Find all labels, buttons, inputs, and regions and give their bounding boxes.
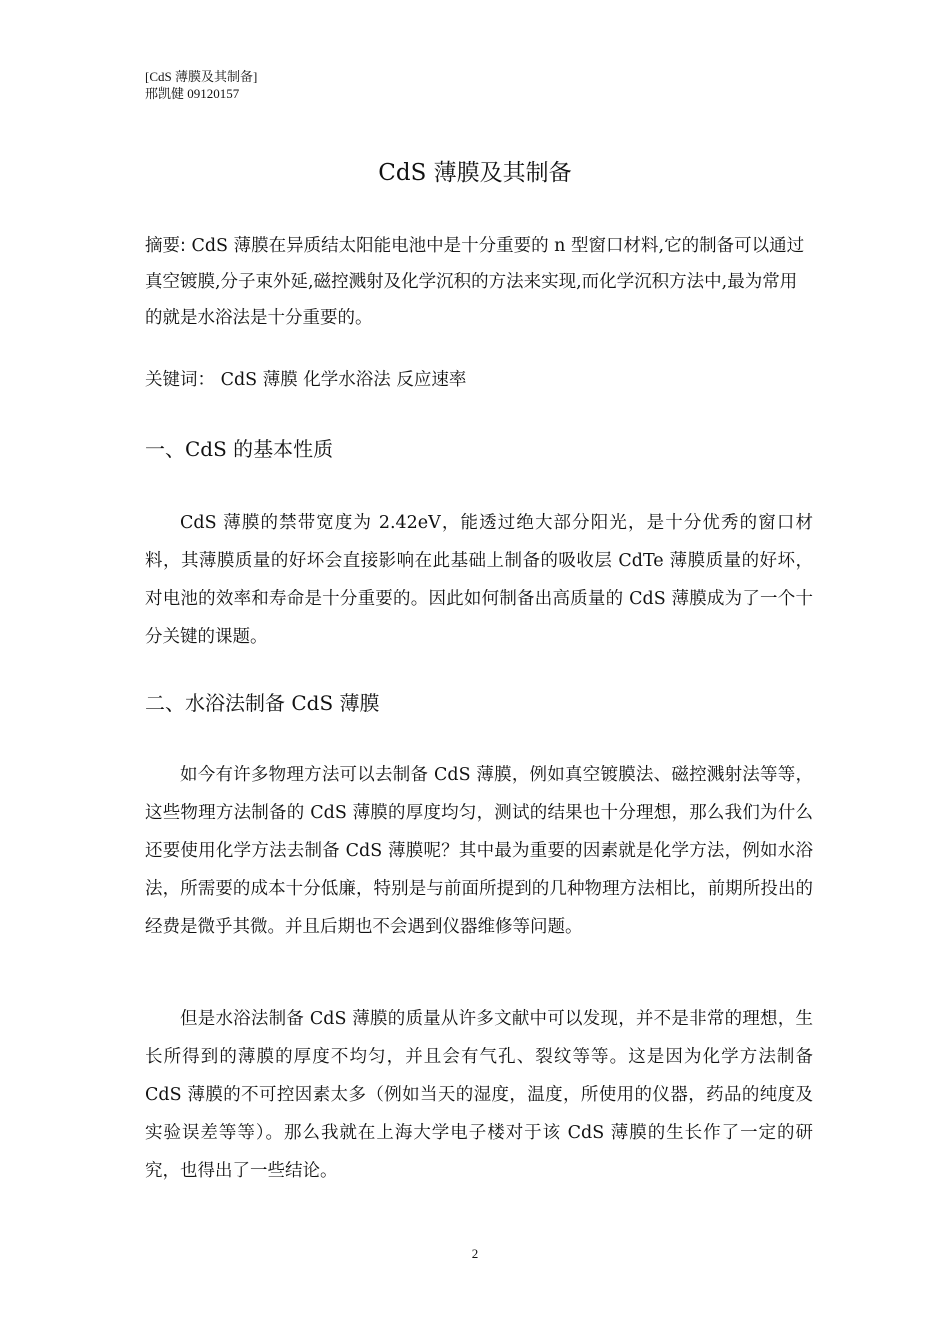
abstract bbox=[145, 228, 813, 336]
keywords-text: CdS 薄膜 化学水浴法 反应速率 bbox=[215, 370, 467, 390]
keywords-label: 关键词： bbox=[145, 370, 215, 390]
section-2-paragraph-2: 但是水浴法制备 CdS 薄膜的质量从许多文献中可以发现，并不是非常的理想，生长所得到的薄膜的厚度不均匀，并且会有气孔、裂纹等等。这是因为化学方法制备 CdS 薄膜的不可控因素太多（例如当天的湿度，温度，所使用的仪器，药品的纯度及实验误差等等）。那么我就在上海大学电子楼对于该 CdS 薄膜的生长作了一定的研究，也得出了一些结论。 bbox=[145, 1009, 813, 1181]
section-1-paragraph-1: CdS 薄膜的禁带宽度为 2.42eV，能透过绝大部分阳光，是十分优秀的窗口材料，其薄膜质量的好坏会直接影响在此基础上制备的吸收层 CdTe 薄膜质量的好坏，对电池的效率和寿命是十分重要的。因此如何制备出高质量的 CdS 薄膜成为了一个十分关键的课题。 bbox=[145, 513, 813, 647]
keywords bbox=[145, 362, 813, 398]
running-header bbox=[145, 68, 257, 102]
abstract-text: CdS 薄膜在异质结太阳能电池中是十分重要的 n 型窗口材料,它的制备可以通过真空镀膜,分子束外延,磁控溅射及化学沉积的方法来实现,而化学沉积方法中,最为常用的就是水浴法是十分重要的。 bbox=[145, 236, 805, 328]
section-heading-1: 一、CdS 的基本性质 bbox=[145, 437, 334, 461]
section-heading-2: 二、水浴法制备 CdS 薄膜 bbox=[145, 691, 380, 715]
header-title: [CdS 薄膜及其制备] bbox=[145, 69, 258, 84]
abstract-label: 摘要: bbox=[145, 236, 186, 256]
document-title: CdS 薄膜及其制备 bbox=[378, 160, 572, 186]
header-author: 邢凯健 09120157 bbox=[145, 86, 240, 101]
section-2-paragraph-1: 如今有许多物理方法可以去制备 CdS 薄膜，例如真空镀膜法、磁控溅射法等等，这些物理方法制备的 CdS 薄膜的厚度均匀，测试的结果也十分理想，那么我们为什么还要使用化学方法去制备 CdS 薄膜呢？其中最为重要的因素就是化学方法，例如水浴法，所需要的成本十分低廉，特别是与前面所提到的几种物理方法相比，前期所投出的经费是微乎其微。并且后期也不会遇到仪器维修等问题。 bbox=[145, 765, 813, 937]
page-number: 2 bbox=[471, 1246, 479, 1261]
